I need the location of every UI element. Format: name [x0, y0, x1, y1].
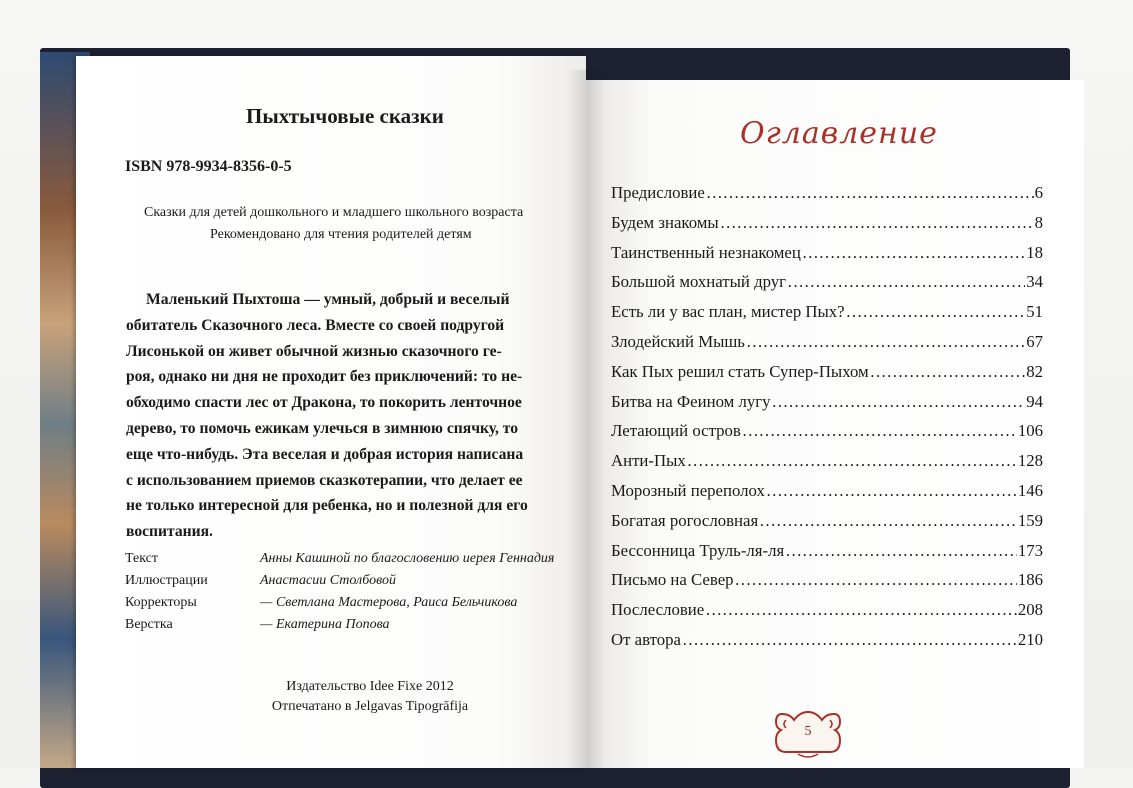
abstract-line: роя, однако ни дня не проходит без приключений: то не-	[126, 368, 523, 386]
toc-leader	[720, 213, 1034, 233]
toc-title: Злодейский Мышь	[611, 331, 745, 351]
toc-title: Таинственный незнакомец	[611, 242, 801, 262]
toc-page: 8	[1034, 212, 1043, 232]
abstract-line: дерево, то помочь ежикам улечься в зимнюю спячку, то	[126, 419, 519, 437]
toc-title: Анти-Пых	[611, 451, 686, 471]
toc-title: Большой мохнатый друг	[611, 272, 787, 292]
subtitle-line-2: Рекомендовано для чтения родителей детям	[210, 227, 472, 242]
toc-entry[interactable]	[611, 600, 1043, 630]
toc-entry[interactable]	[611, 213, 1043, 243]
toc-page: 159	[1017, 510, 1043, 530]
toc-leader	[746, 332, 1025, 352]
toc-leader	[682, 630, 1017, 650]
abstract-line: Лисонькой он живет обычной жизнью сказочного ге-	[126, 342, 502, 360]
credit-role: Верстка	[125, 617, 173, 632]
toc-title: Битва на Феином лугу	[611, 391, 771, 411]
toc-entry[interactable]	[611, 302, 1043, 332]
toc-entry[interactable]	[611, 362, 1043, 392]
toc-leader	[787, 272, 1025, 292]
toc-page: 210	[1017, 629, 1043, 649]
toc-leader	[772, 392, 1026, 412]
toc-page: 146	[1017, 480, 1043, 500]
abstract-line: с использованием приемов сказкотерапии, что делает ее	[126, 471, 523, 489]
toc-entry[interactable]	[611, 272, 1043, 302]
toc-leader	[785, 541, 1017, 561]
subtitle-line-1: Сказки для детей дошкольного и младшего школьного возраста	[144, 205, 524, 220]
abstract-line: не только интересной для ребенка, но и полезной для его	[126, 497, 528, 515]
toc-title: От автора	[611, 629, 681, 649]
toc-leader	[802, 243, 1025, 263]
toc-leader	[766, 481, 1017, 501]
toc-leader	[846, 302, 1026, 322]
abstract-line: Маленький Пыхтоша — умный, добрый и веселый	[146, 291, 510, 308]
toc-page: 173	[1017, 540, 1043, 560]
abstract-line: еще что-нибудь. Эта веселая и добрая история написана	[126, 445, 524, 463]
abstract-line: воспитания.	[126, 523, 213, 541]
toc-title: Морозный переполох	[611, 480, 765, 500]
page-number: 5	[804, 724, 812, 739]
toc-title: Бессонница Труль-ля-ля	[611, 540, 785, 560]
toc-entry[interactable]	[611, 481, 1043, 511]
toc-page: 208	[1017, 600, 1043, 620]
credit-name: Анастасии Столбовой	[260, 573, 397, 588]
toc-title: Богатая рогословная	[611, 510, 759, 530]
abstract-line: обитатель Сказочного леса. Вместе со своей подругой	[126, 316, 505, 334]
credit-role: Иллюстрации	[125, 573, 208, 588]
toc-title: Летающий остров	[611, 421, 741, 441]
publisher: Издательство Idee Fixe 2012	[286, 679, 454, 694]
toc-entry[interactable]	[611, 511, 1043, 541]
toc-entry[interactable]	[611, 541, 1043, 571]
toc-page: 128	[1017, 451, 1043, 471]
toc-leader	[687, 451, 1017, 471]
toc-entry[interactable]	[611, 630, 1043, 660]
book-abstract	[126, 287, 582, 545]
toc-page: 82	[1026, 361, 1043, 381]
toc-leader	[735, 570, 1017, 590]
toc-title: Как Пых решил стать Супер-Пыхом	[611, 361, 869, 381]
toc-entry[interactable]	[611, 183, 1043, 213]
credit-name: — Екатерина Попова	[260, 617, 390, 632]
toc-entry[interactable]	[611, 243, 1043, 273]
toc-page: 34	[1026, 272, 1043, 292]
toc-page: 18	[1026, 242, 1043, 262]
toc-title: Послесловие	[611, 600, 705, 620]
abstract-line: обходимо спасти лес от Дракона, то покорить ленточное	[126, 394, 522, 412]
credit-name: — Светлана Мастерова, Раиса Бельчикова	[260, 595, 518, 610]
toc-page: 67	[1026, 331, 1043, 351]
toc-leader	[705, 600, 1017, 620]
toc-page: 6	[1034, 183, 1043, 202]
toc-entry[interactable]	[611, 392, 1043, 422]
toc-page: 106	[1017, 421, 1043, 441]
toc-page: 186	[1017, 570, 1043, 590]
toc-leader	[742, 421, 1017, 441]
toc-title: Будем знакомы	[611, 212, 719, 232]
credit-name: Анны Кашиной по благословению иерея Геннадия	[260, 551, 555, 566]
credit-role: Текст	[125, 551, 159, 566]
toc-entry[interactable]	[611, 570, 1043, 600]
book-title: Пыхтычовые сказки	[246, 104, 444, 128]
toc-leader	[870, 362, 1026, 382]
toc-title: Есть ли у вас план, мистер Пых?	[611, 302, 845, 322]
toc-title: Письмо на Север	[611, 570, 734, 590]
toc-entry[interactable]	[611, 421, 1043, 451]
toc-leader	[759, 511, 1017, 531]
toc-page: 94	[1026, 391, 1043, 411]
toc-leader	[706, 183, 1034, 203]
toc-page: 51	[1026, 302, 1043, 322]
toc-title: Предисловие	[611, 183, 705, 202]
table-of-contents	[611, 183, 1043, 660]
credit-role: Корректоры	[125, 595, 197, 610]
toc-heading: Оглавление	[740, 116, 938, 151]
toc-entry[interactable]	[611, 332, 1043, 362]
isbn: ISBN 978-9934-8356-0-5	[125, 158, 292, 175]
printer: Отпечатано в Jelgavas Tipogrāfija	[271, 699, 469, 714]
toc-entry[interactable]	[611, 451, 1043, 481]
